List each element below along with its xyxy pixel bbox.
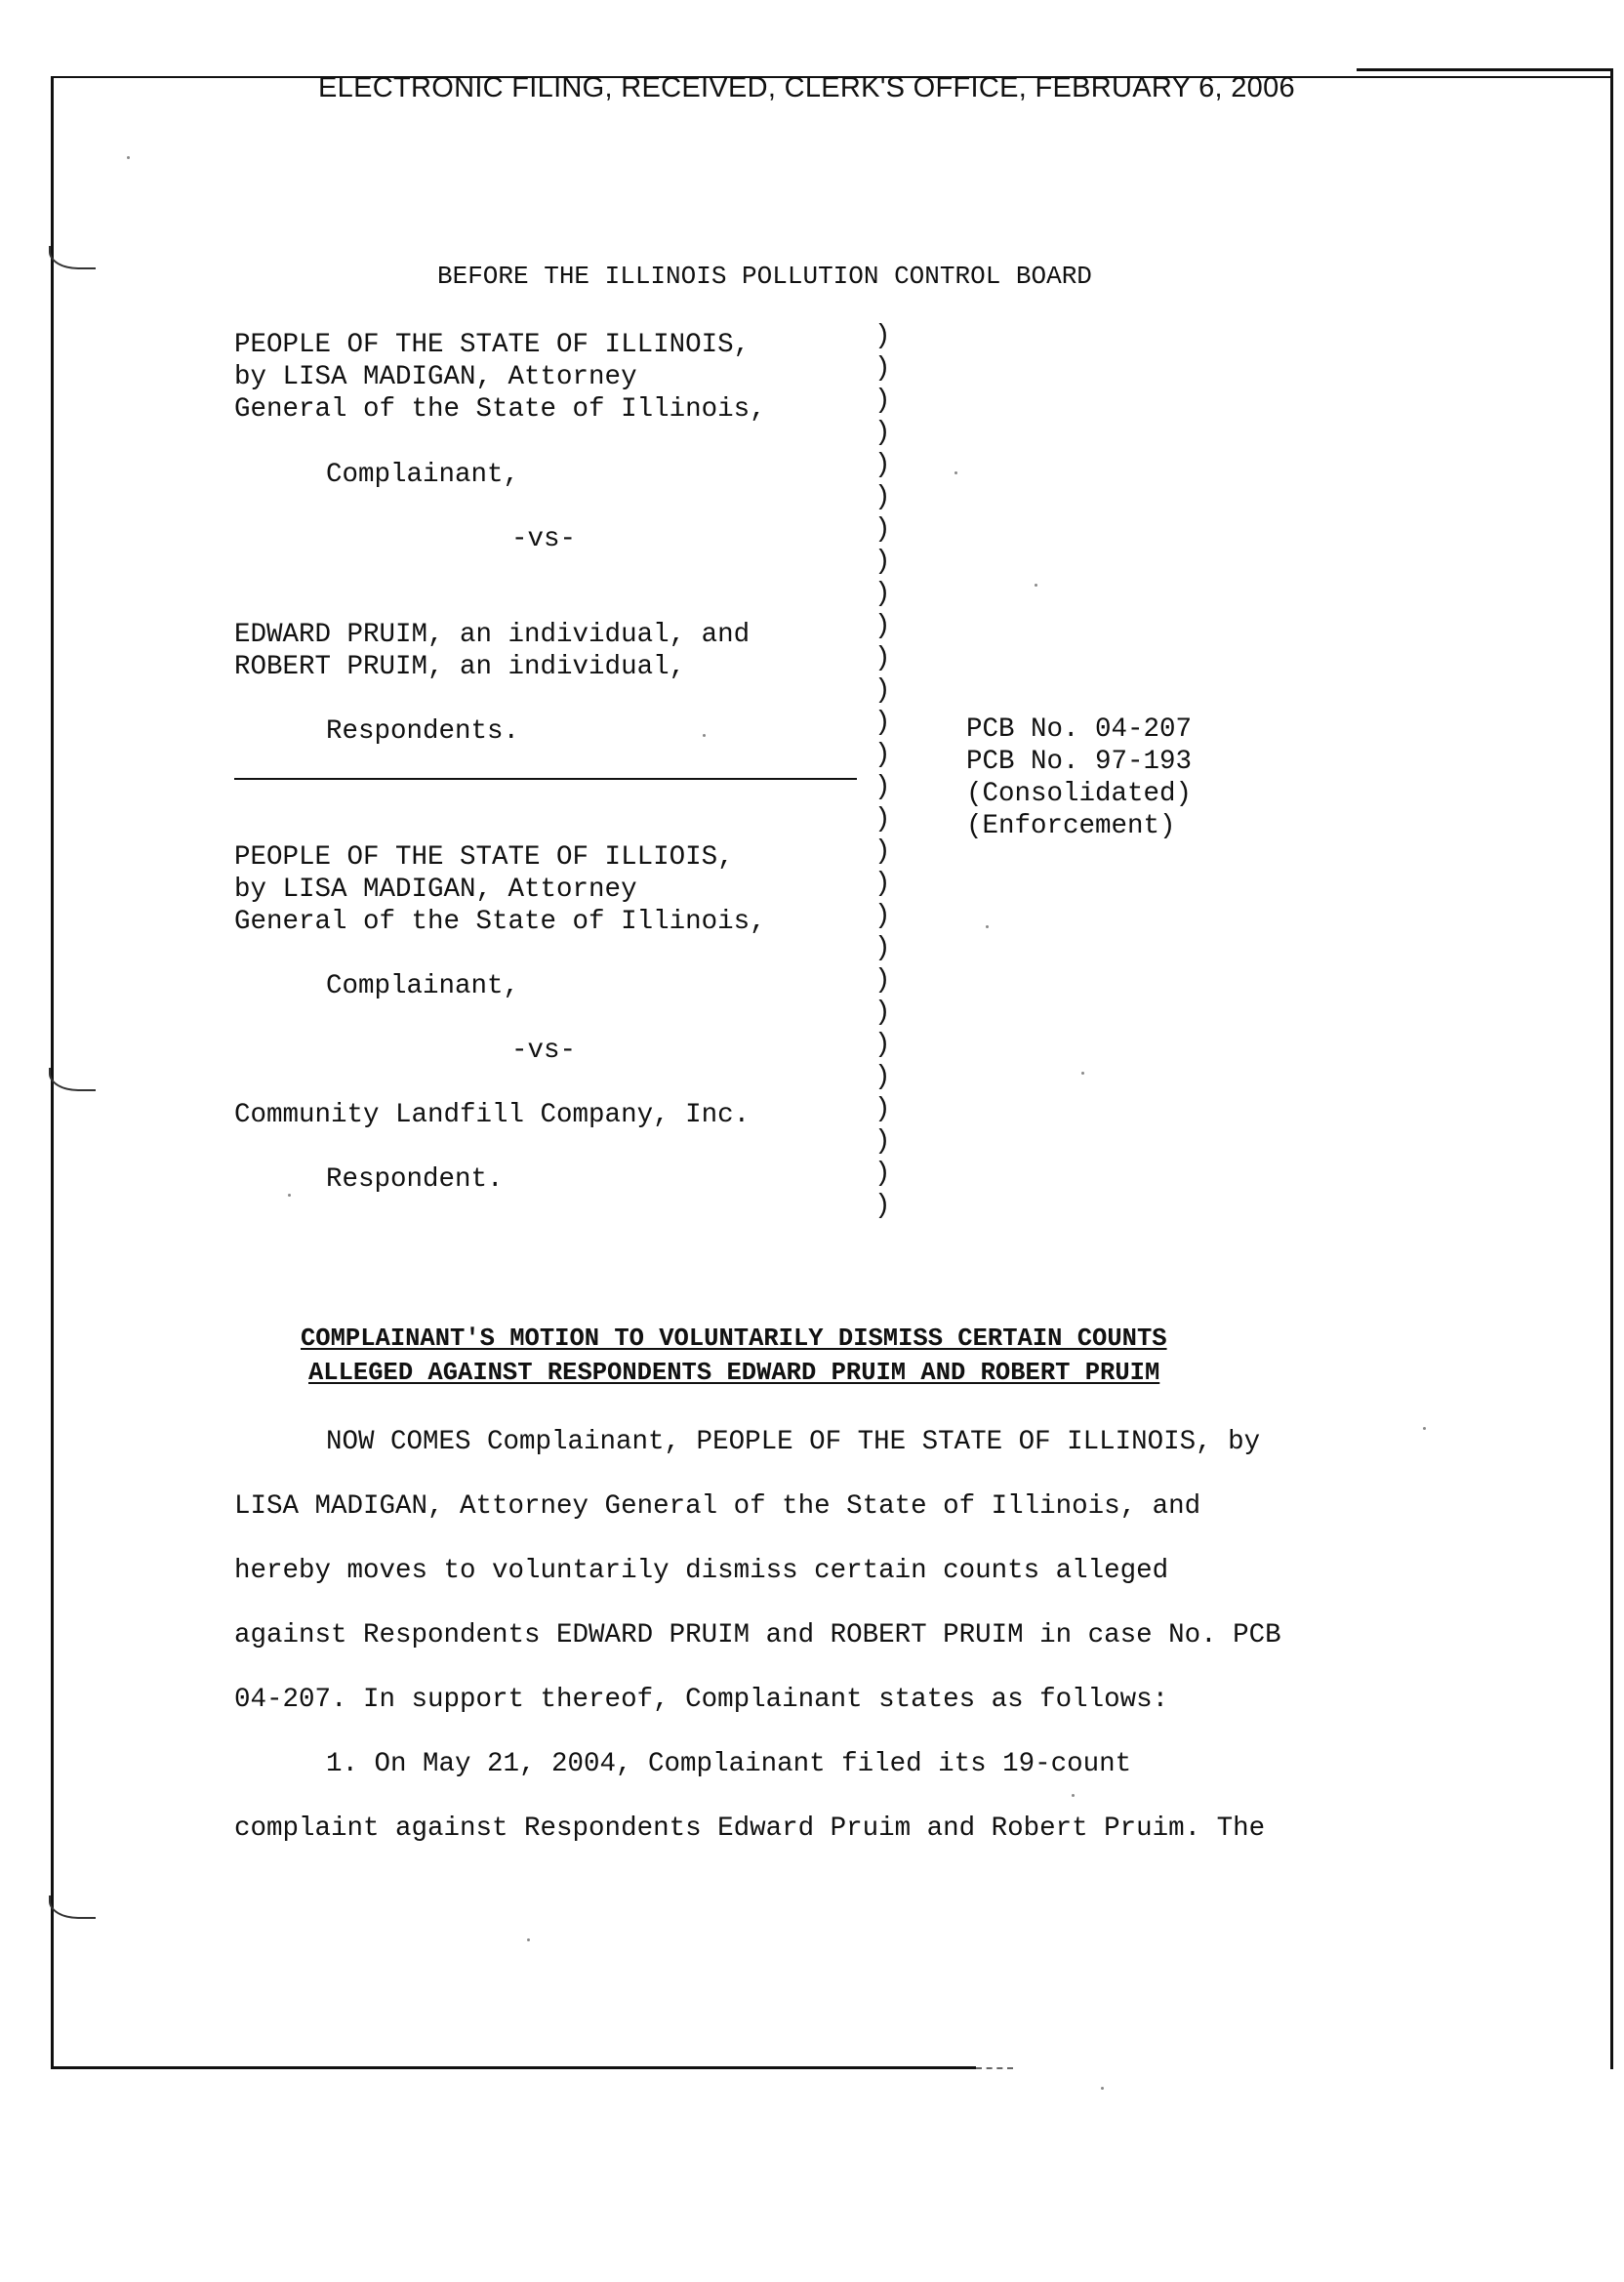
binder-hole-mark: [49, 1068, 96, 1091]
caption-parenthesis: ): [874, 418, 891, 448]
caption-parenthesis: ): [874, 1159, 891, 1189]
enforcement-label: (Enforcement): [966, 811, 1176, 841]
caption-parenthesis: ): [874, 643, 891, 673]
scan-speck: [527, 1938, 530, 1941]
caption-parenthesis: ): [874, 998, 891, 1028]
body-text-line: complaint against Respondents Edward Pruim and Robert Pruim. The: [234, 1813, 1266, 1844]
scan-speck: [703, 734, 706, 737]
caption-parenthesis: ): [874, 547, 891, 577]
body-text-line: 04-207. In support thereof, Complainant states as follows:: [234, 1685, 1169, 1715]
caption-parenthesis: ): [874, 353, 891, 384]
case-number: PCB No. 04-207: [966, 714, 1193, 745]
caption-one-complainant-label: Complainant,: [326, 460, 520, 490]
caption-parenthesis: ): [874, 1126, 891, 1157]
body-text-line: against Respondents EDWARD PRUIM and ROBERT PRUIM in case No. PCB: [234, 1620, 1281, 1650]
caption-one-versus: -vs-: [511, 524, 577, 554]
caption-one-party-line: PEOPLE OF THE STATE OF ILLINOIS,: [234, 330, 751, 360]
binder-hole-mark: [49, 246, 96, 269]
scan-speck: [1035, 584, 1037, 587]
scan-speck: [986, 925, 989, 928]
caption-parenthesis: ): [874, 386, 891, 416]
binder-hole-mark: [49, 1895, 96, 1919]
caption-two-versus: -vs-: [511, 1036, 577, 1066]
caption-parenthesis-column: [874, 320, 891, 1222]
caption-two-complainant-label: Complainant,: [326, 971, 520, 1001]
page-border-bottom-dash: [976, 2067, 1013, 2069]
caption-one-party-line: General of the State of Illinois,: [234, 394, 766, 425]
caption-parenthesis: ): [874, 482, 891, 512]
scan-speck: [127, 156, 130, 159]
caption-parenthesis: ): [874, 804, 891, 835]
body-text-line: NOW COMES Complainant, PEOPLE OF THE STATE OF ILLINOIS, by: [326, 1427, 1261, 1457]
caption-parenthesis: ): [874, 1030, 891, 1060]
case-number-block: [966, 713, 1192, 842]
caption-parenthesis: ): [874, 450, 891, 480]
caption-parenthesis: ): [874, 611, 891, 641]
caption-one-respondent-line: ROBERT PRUIM, an individual,: [234, 652, 686, 682]
caption-one-respondents-label: Respondents.: [326, 716, 520, 747]
scan-speck: [1072, 1794, 1075, 1797]
scan-speck: [1081, 1072, 1084, 1075]
scan-speck: [954, 471, 957, 474]
caption-parenthesis: ): [874, 901, 891, 931]
scan-speck: [1101, 2087, 1104, 2090]
caption-two-respondent-line: Community Landfill Company, Inc.: [234, 1100, 751, 1130]
scan-speck: [288, 1194, 291, 1197]
caption-two-party-line: PEOPLE OF THE STATE OF ILLIOIS,: [234, 842, 734, 873]
case-number: PCB No. 97-193: [966, 747, 1193, 777]
caption-parenthesis: ): [874, 1062, 891, 1092]
caption-parenthesis: ): [874, 965, 891, 996]
caption-parenthesis: ): [874, 321, 891, 351]
caption-parenthesis: ): [874, 740, 891, 770]
page-border-top-right: [1357, 68, 1610, 71]
body-text-line: hereby moves to voluntarily dismiss certain counts alleged: [234, 1556, 1169, 1586]
motion-title-line: ALLEGED AGAINST RESPONDENTS EDWARD PRUIM AND ROBERT PRUIM: [308, 1359, 1160, 1387]
consolidated-label: (Consolidated): [966, 779, 1193, 809]
caption-two-respondent-label: Respondent.: [326, 1164, 504, 1195]
caption-parenthesis: ): [874, 675, 891, 706]
caption-parenthesis: ): [874, 514, 891, 545]
caption-one-party-line: by LISA MADIGAN, Attorney: [234, 362, 637, 392]
caption-two-party-line: General of the State of Illinois,: [234, 907, 766, 937]
caption-parenthesis: ): [874, 869, 891, 899]
caption-parenthesis: ): [874, 1094, 891, 1124]
caption-parenthesis: ): [874, 772, 891, 802]
caption-parenthesis: ): [874, 1191, 891, 1221]
page-border-right: [1610, 68, 1613, 2069]
caption-divider: [234, 778, 857, 780]
motion-title-line: COMPLAINANT'S MOTION TO VOLUNTARILY DISMISS CERTAIN COUNTS: [301, 1324, 1167, 1353]
caption-one-respondent-line: EDWARD PRUIM, an individual, and: [234, 620, 751, 650]
scan-speck: [1423, 1427, 1426, 1430]
board-title: BEFORE THE ILLINOIS POLLUTION CONTROL BOARD: [437, 262, 1092, 291]
body-text-line: LISA MADIGAN, Attorney General of the State of Illinois, and: [234, 1491, 1201, 1522]
caption-two-party-line: by LISA MADIGAN, Attorney: [234, 875, 637, 905]
electronic-filing-stamp: ELECTRONIC FILING, RECEIVED, CLERK'S OFFICE, FEBRUARY 6, 2006: [318, 72, 1295, 103]
caption-parenthesis: ): [874, 836, 891, 867]
page-border-bottom: [54, 2066, 976, 2069]
caption-parenthesis: ): [874, 708, 891, 738]
caption-parenthesis: ): [874, 579, 891, 609]
caption-parenthesis: ): [874, 933, 891, 963]
body-text-line: 1. On May 21, 2004, Complainant filed its 19-count: [326, 1749, 1132, 1779]
